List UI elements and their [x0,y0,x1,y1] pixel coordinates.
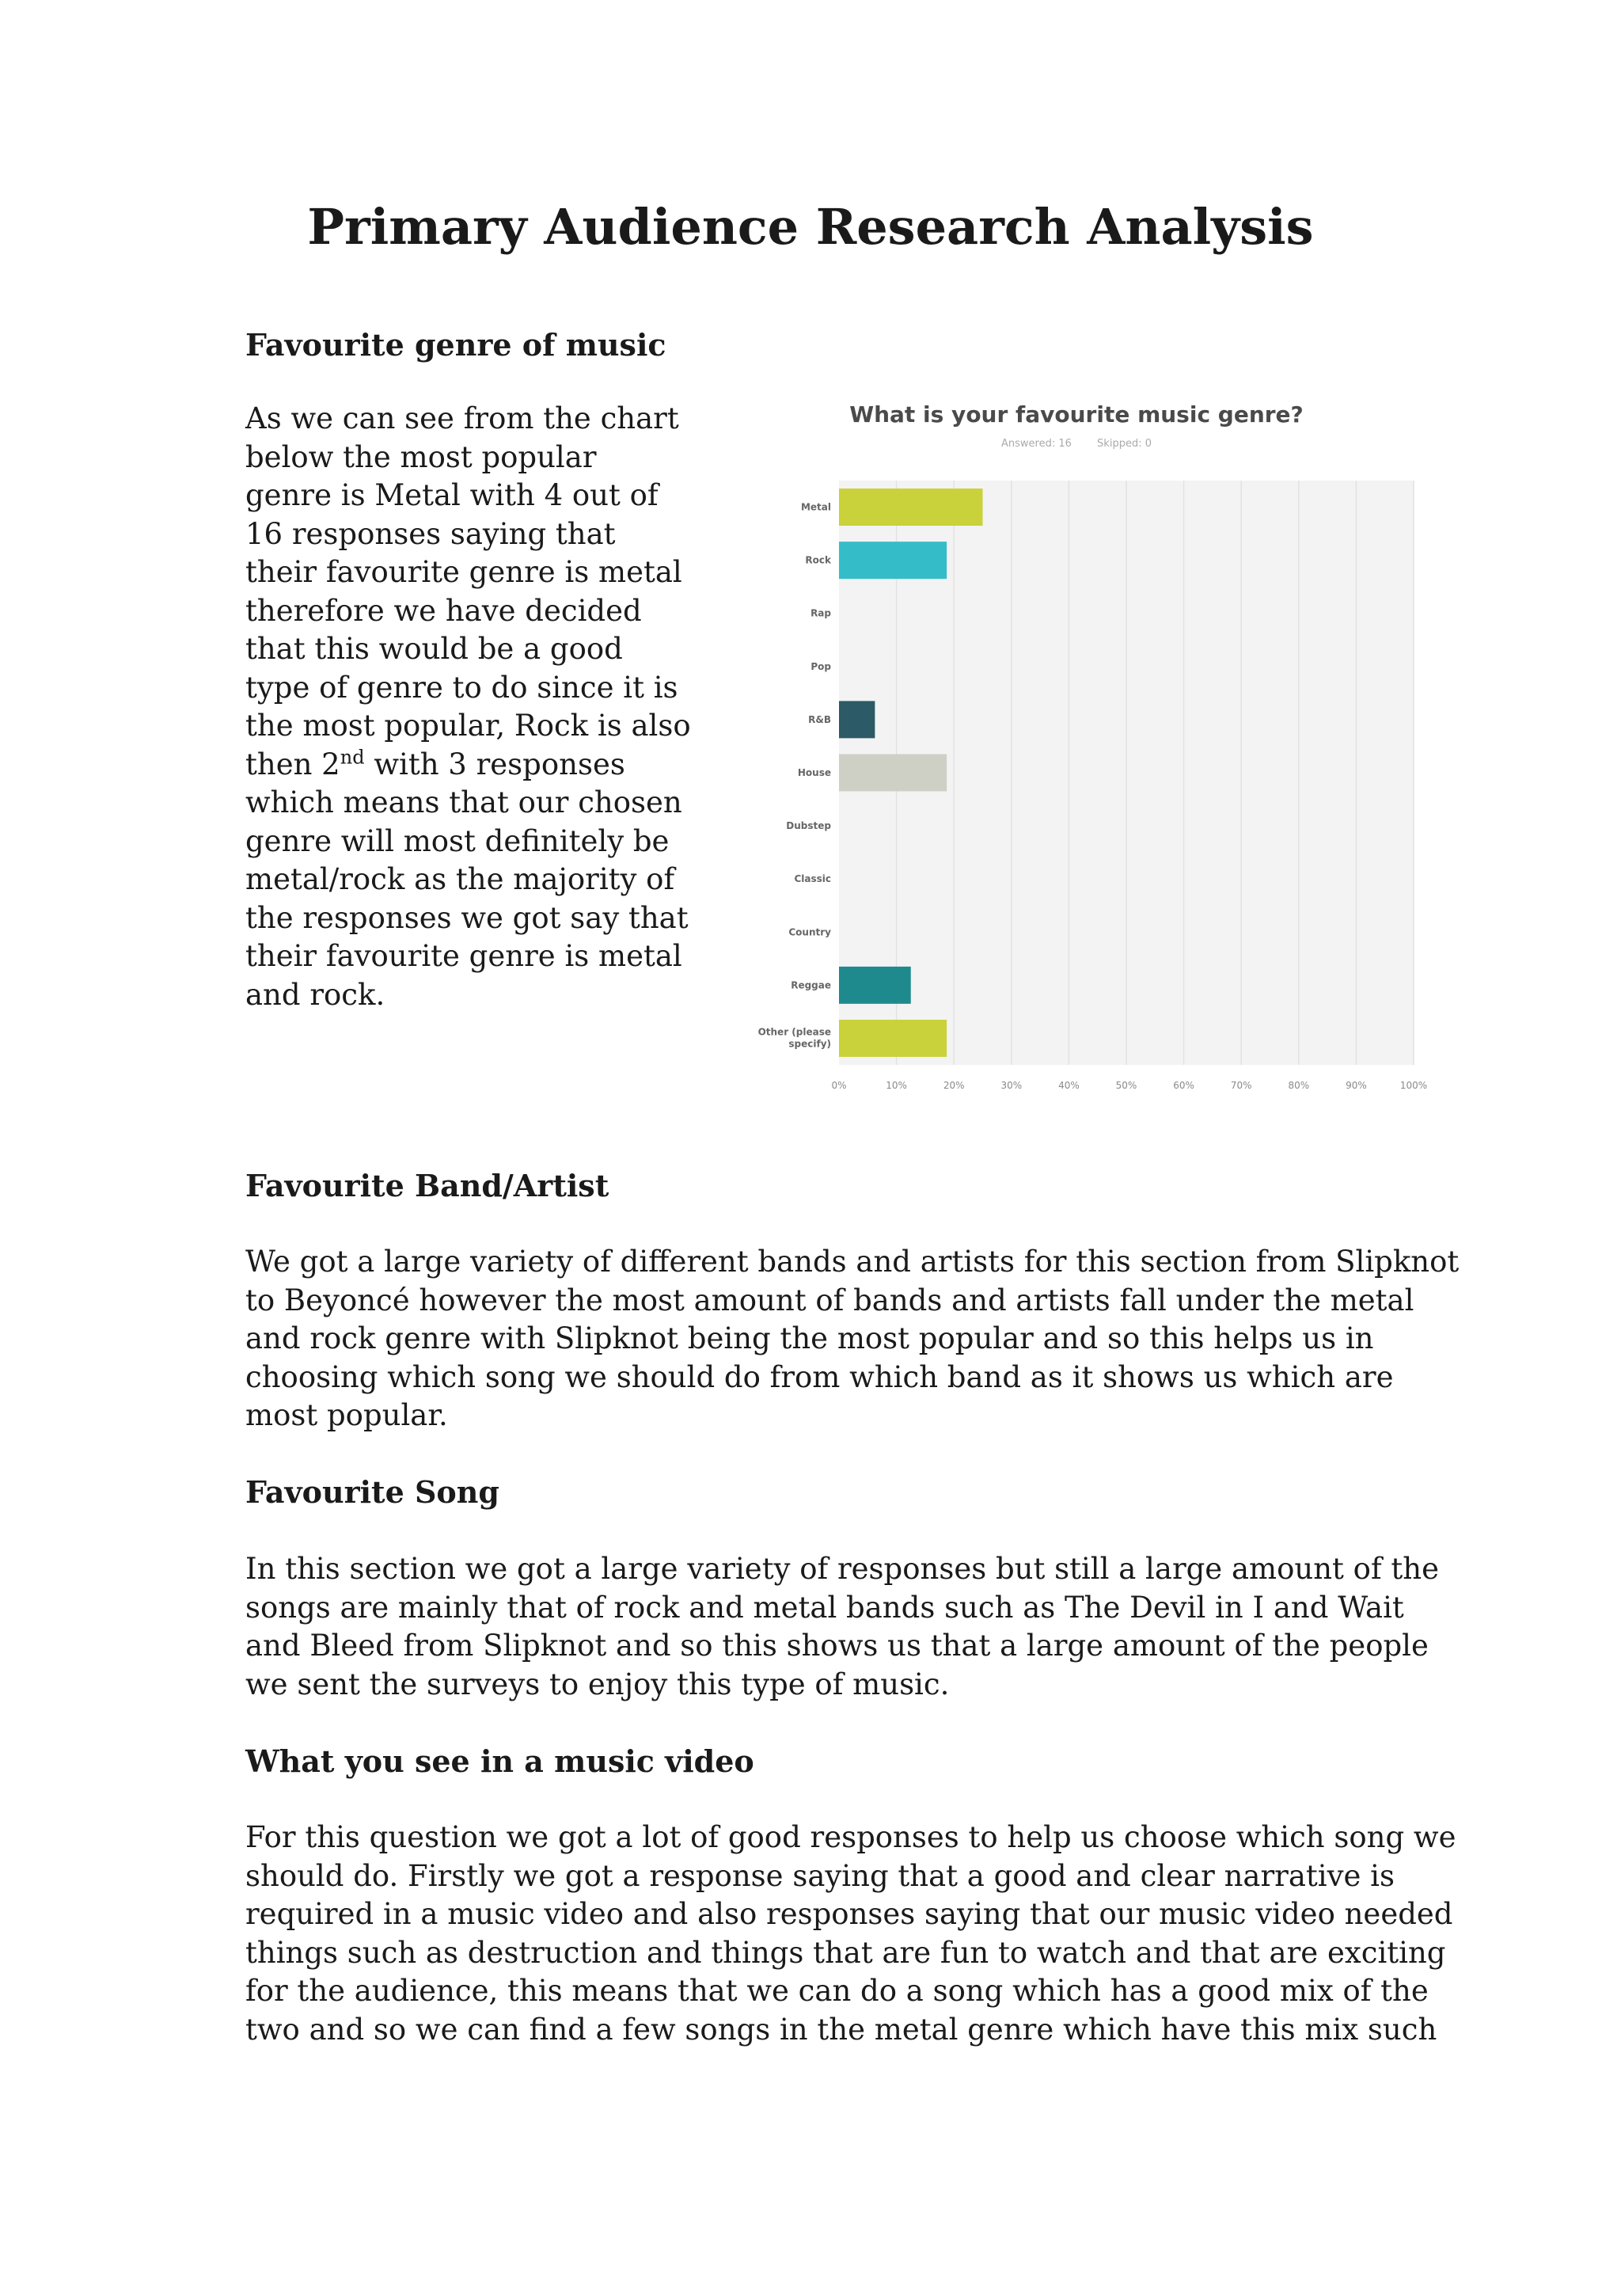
y-tick-label: Pop [810,660,831,672]
x-tick-label: 20% [943,1080,965,1091]
x-tick-label: 70% [1230,1080,1252,1091]
text-line: metal/rock as the majority of [245,862,675,896]
bar-metal [839,488,983,526]
section-heading-genre: Favourite genre of music [245,327,666,363]
ordinal-suffix: nd [340,746,365,769]
text-line: genre is Metal with 4 out of [245,478,659,512]
text-line: to Beyoncé however the most amount of bands and artists fall under the metal [245,1283,1414,1317]
y-tick-label: Metal [800,501,831,513]
x-tick-label: 50% [1115,1080,1137,1091]
ordinal-prefix: then 2 [245,747,340,781]
y-tick-label: Classic [794,873,831,885]
bar-r-b [839,701,875,738]
text-line: for the audience, this means that we can do a song which has a good mix of the [245,1974,1429,2008]
bar-rock [839,542,947,579]
text-line: their favourite genre is metal [245,555,682,589]
x-tick-label: 100% [1399,1080,1428,1091]
text-line: 16 responses saying that [245,516,616,551]
x-tick-label: 30% [1000,1080,1023,1091]
text-line: the responses we got say that [245,900,689,935]
video-paragraph [245,1819,1456,2049]
text-line: and rock. [245,977,385,1012]
y-tick-label: Country [788,926,831,938]
bar-reggae [839,967,911,1004]
bar-other-please-specify- [839,1020,947,1057]
section-heading-video: What you see in a music video [245,1743,754,1779]
text-line: two and so we can find a few songs in the metal genre which have this mix such [245,2012,1437,2047]
y-tick-label: House [797,767,831,778]
text-line: the most popular, Rock is also [245,709,691,743]
text-line: we sent the surveys to enjoy this type of music. [245,1667,950,1701]
page-title: Primary Audience Research Analysis [307,198,1314,256]
y-tick-label: Rock [805,554,831,566]
x-tick-label: 90% [1346,1080,1367,1091]
text-line: and Bleed from Slipknot and so this shows us that a large amount of the people [245,1629,1429,1663]
text-line: therefore we have decided [245,593,642,628]
text-line: their favourite genre is metal [245,939,682,973]
text-line: which means that our chosen [245,785,682,819]
text-line: required in a music video and also responses saying that our music video needed [245,1897,1453,1931]
y-tick-label: Rap [810,607,831,619]
chart-title: What is your favourite music genre? [849,401,1304,428]
text-line: As we can see from the chart [245,401,679,435]
section-heading-song: Favourite Song [245,1474,499,1510]
x-tick-label: 0% [831,1080,847,1091]
text-line: that this would be a good [245,632,623,666]
text-line: genre will most definitely be [245,823,670,858]
song-paragraph [245,1550,1439,1704]
x-tick-label: 40% [1058,1080,1080,1091]
text-line: We got a large variety of different bands and artists for this section from Slipknot [245,1245,1460,1279]
band-paragraph [245,1243,1459,1435]
bar-house [839,755,947,792]
text-line: In this section we got a large variety of responses but still a large amount of the [245,1552,1440,1586]
y-tick-label: Dubstep [786,820,831,832]
answered-count: Answered: 16 [1001,438,1072,450]
x-tick-label: 80% [1288,1080,1310,1091]
y-tick-label: Reggae [791,979,831,991]
text-line: and rock genre with Slipknot being the most popular and so this helps us in [245,1321,1374,1355]
text-line [245,746,691,785]
y-tick-label: Other (please specify) [757,1026,831,1050]
genre-paragraph [245,400,691,1014]
text-line: things such as destruction and things that are fun to watch and that are exciting [245,1935,1446,1970]
text-line: should do. Firstly we got a response saying that a good and clear narrative is [245,1858,1395,1893]
chart-svg [728,392,1428,1091]
section-heading-band: Favourite Band/Artist [245,1168,609,1203]
text-line: below the most popular [245,439,597,474]
text-fragment: with 3 responses [374,747,625,781]
text-line: choosing which song we should do from which band as it shows us which are [245,1359,1394,1394]
x-tick-label: 60% [1173,1080,1194,1091]
skipped-count: Skipped: 0 [1097,438,1152,450]
genre-chart [728,392,1428,1091]
text-line: For this question we got a lot of good responses to help us choose which song we [245,1820,1456,1854]
text-line: most popular. [245,1398,448,1432]
text-line: type of genre to do since it is [245,670,678,705]
x-tick-label: 10% [886,1080,907,1091]
text-line: songs are mainly that of rock and metal bands such as The Devil in I and Wait [245,1590,1404,1625]
y-tick-label: R&B [808,713,831,725]
